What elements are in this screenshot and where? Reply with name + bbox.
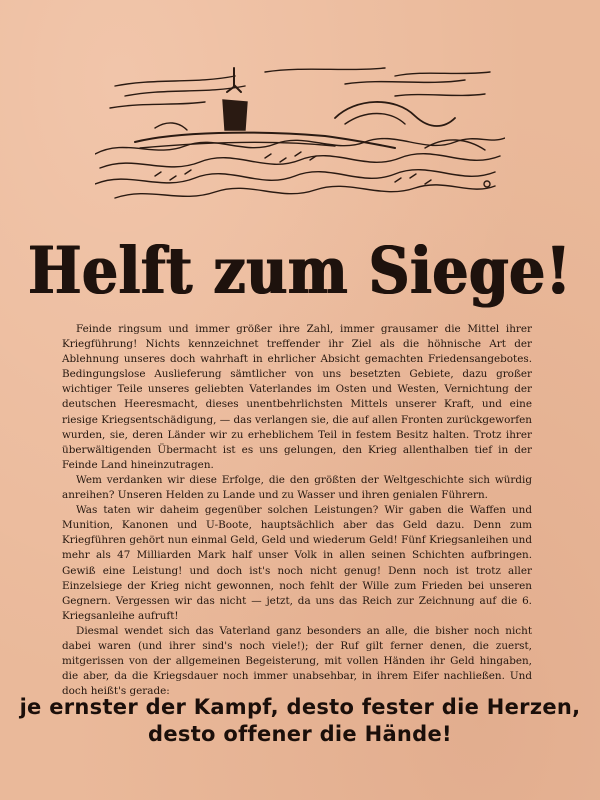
slogan-line-1: je ernster der Kampf, desto fester die Herzen, <box>19 695 581 719</box>
submarine-in-waves-icon <box>95 58 505 208</box>
paragraph: Was taten wir daheim gegenüber solchen Leistungen? Wir gaben die Waffen und Munition, Kanonen und U-Boote, hauptsächlich aber das Geld dazu. Denn zum Kriegführen gehört nun einmal Geld, Geld und wiederum Geld! Fünf Kriegsanleihen und mehr als 47 Milliarden Mark half unser Volk in allen seinen Schichten aufbringen. Gewiß eine Leistung! und doch ist's noch nicht genug! Denn noch ist trotz aller Einzelsiege der Krieg nicht gewonnen, noch fehlt der Wille zum Frieden bei unseren Gegnern. Vergessen wir das nicht — jetzt, da uns das Reich zur Zeichnung auf die 6. Kriegsanleihe aufruft! <box>62 504 532 622</box>
headline: Helft zum Siege! <box>28 233 572 309</box>
slogan-line-2: desto offener die Hände! <box>148 722 452 746</box>
paragraph: Wem verdanken wir diese Erfolge, die den größten der Weltgeschichte sich würdig anreihen? Unseren Helden zu Lande und zu Wasser und ihren genialen Führern. <box>62 473 532 502</box>
body-text <box>62 322 532 699</box>
paragraph: Feinde ringsum und immer größer ihre Zahl, immer grausamer die Mittel ihrer Kriegführung! Nichts kennzeichnet treffender ihr Ziel als die höhnische Art der Ablehnung unseres doch wahrhaft in ehrlicher Absicht gemachten Friedensangebotes. Bedingungslose Auslieferung sämtlicher von uns besetzten Gebiete, dazu großer wichtiger Teile unseres geliebten Vaterlandes im Osten und Westen, Vernichtung der deutschen Heeresmacht, dieses unentbehrlichsten Mittels unserer Kraft, und eine riesige Kriegsentschädigung, — das verlangen sie, die auf allen Fronten zurückgeworfen wurden, sie, deren Länder wir zu erheblichem Teil in festem Besitz halten. Trotz ihrer überwältigenden Übermacht ist es uns gelungen, den Krieg allenthalben tief in der Feinde Land hineinzutragen. <box>62 323 532 471</box>
paragraph: Diesmal wendet sich das Vaterland ganz besonders an alle, die bisher noch nicht dabei waren (und ihrer sind's noch viele!); der Ruf gilt ferner denen, die zuerst, mitgerissen von der allgemeinen Begeisterung, mit vollen Händen ihr Geld hingaben, die aber, da die Kriegsdauer noch immer unabsehbar, in ihrem Eifer nachließen. Und doch heißt's gerade: <box>62 624 532 698</box>
